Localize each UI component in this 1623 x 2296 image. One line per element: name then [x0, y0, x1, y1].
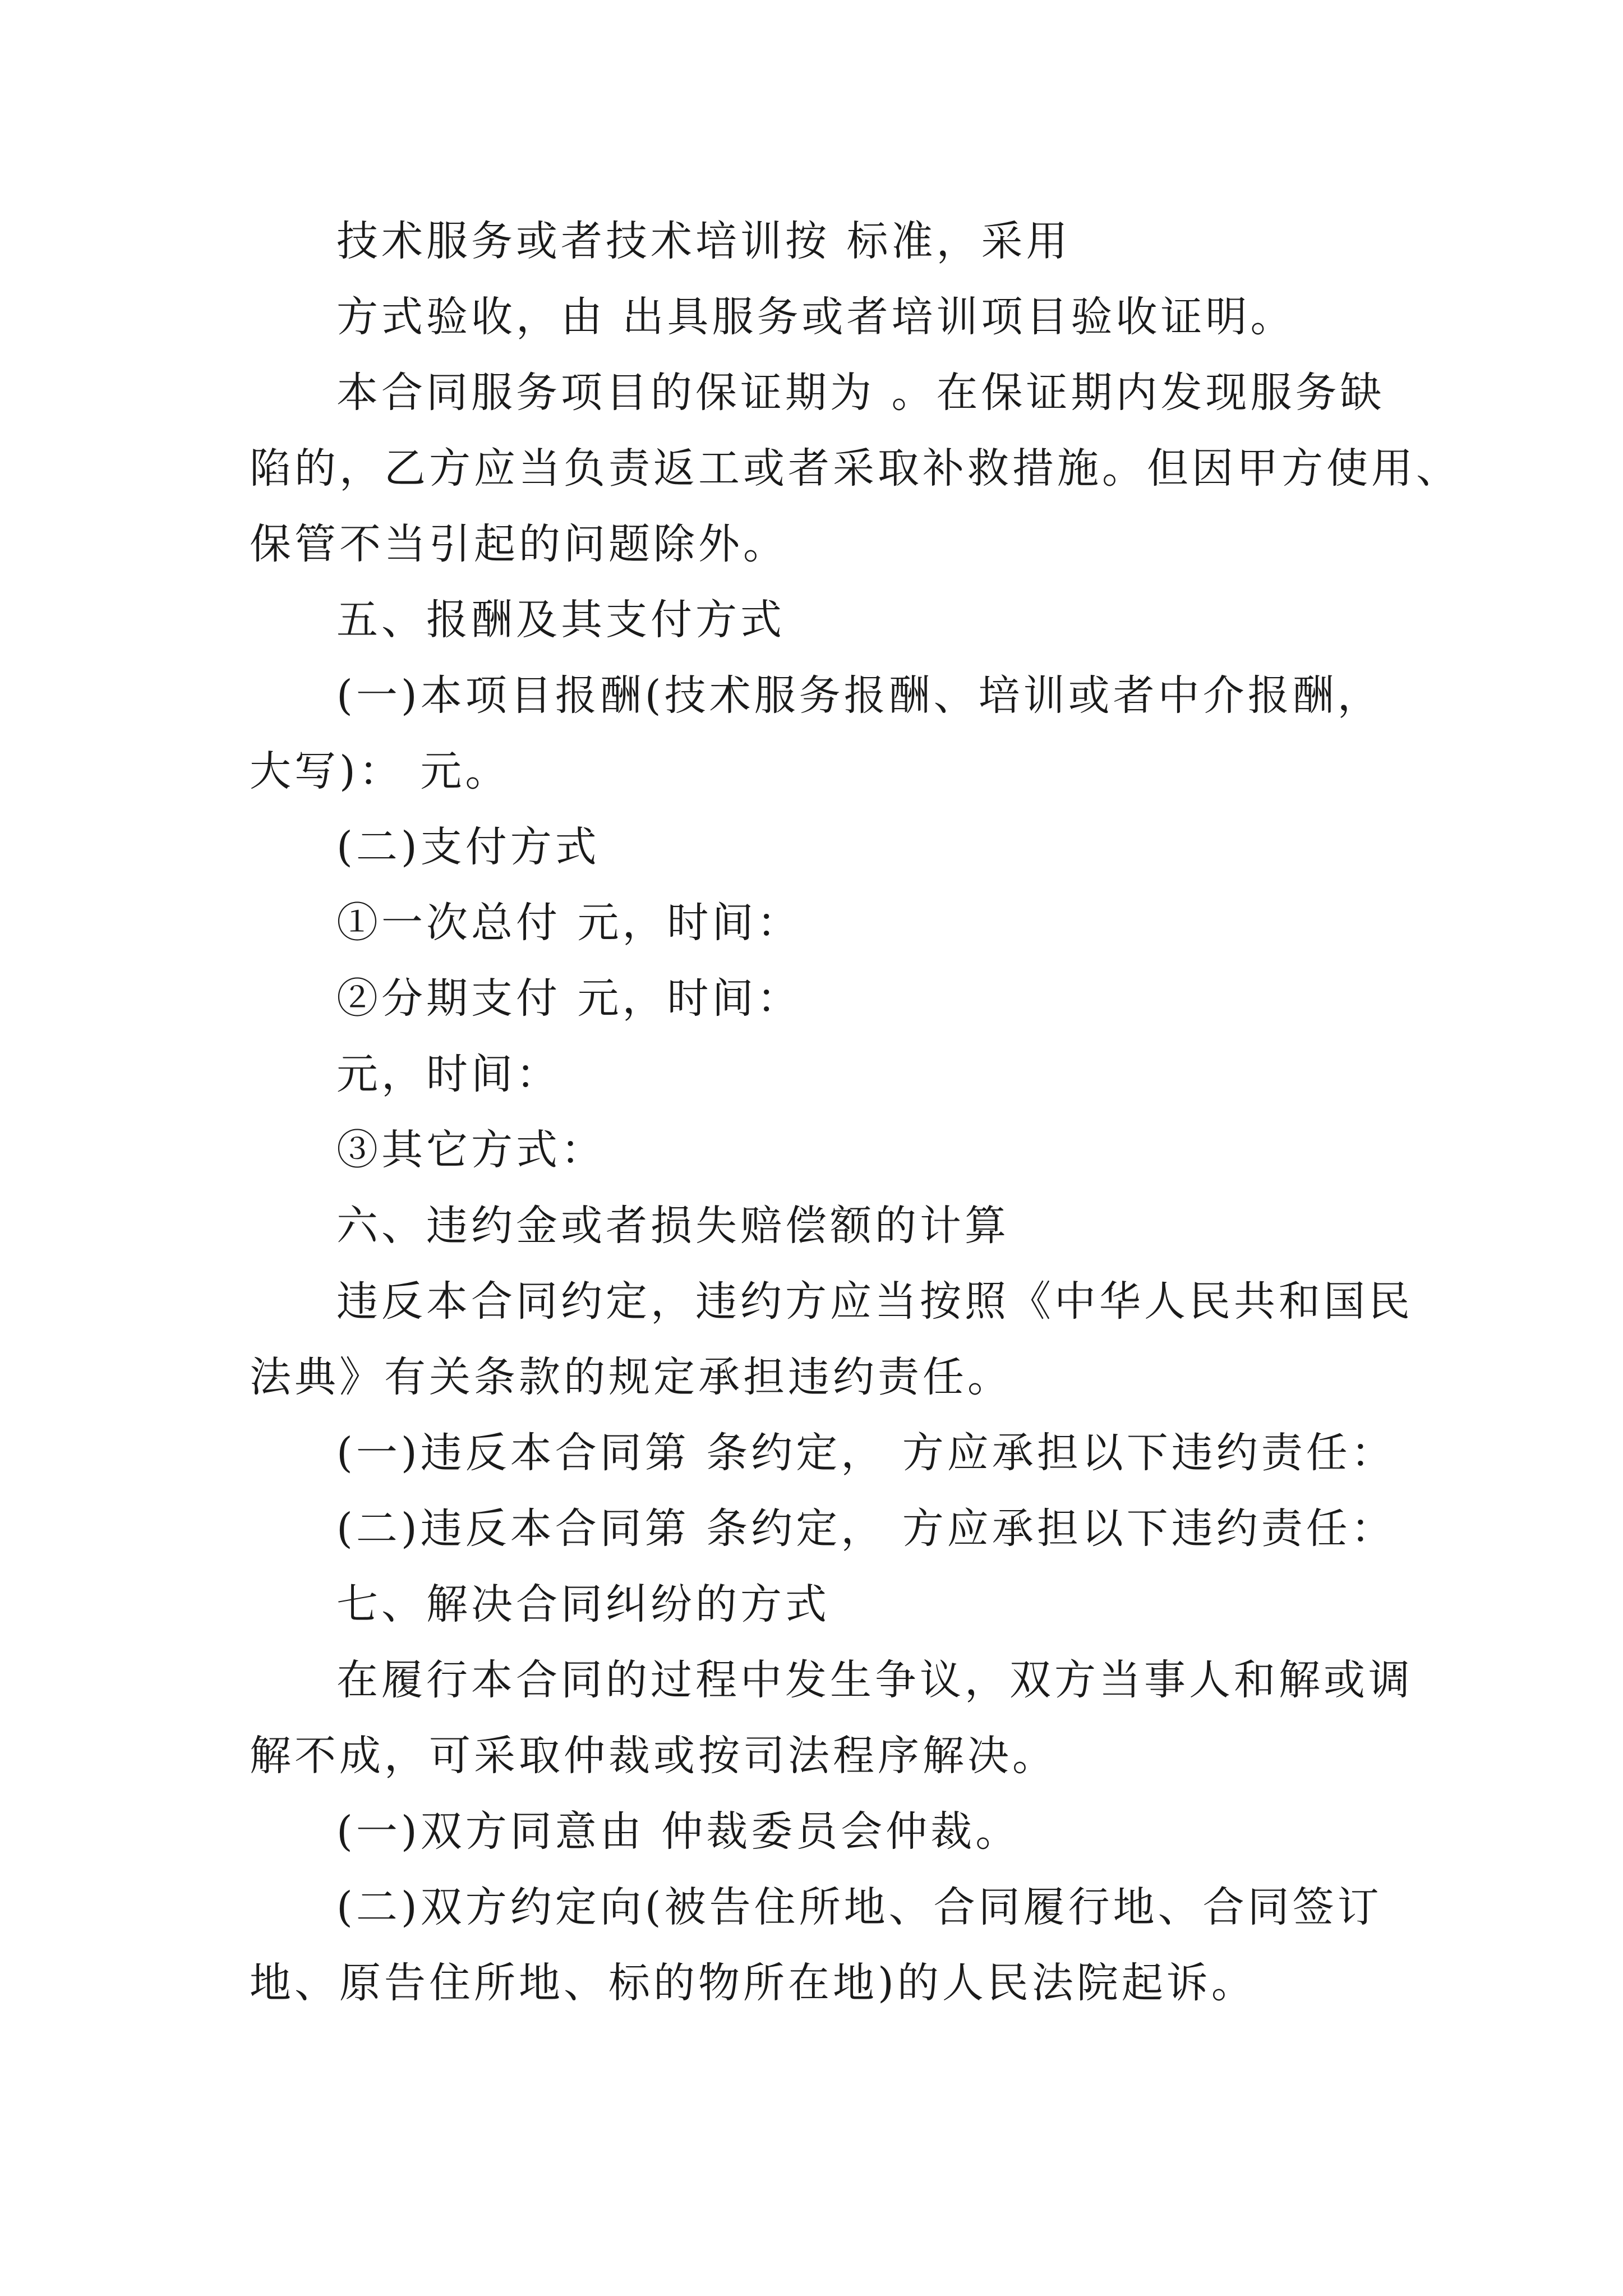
- paragraph-line: 方式验收，由 出具服务或者培训项目验收证明。: [336, 293, 1295, 341]
- paragraph-line: ③其它方式：: [336, 1126, 606, 1174]
- paragraph-line: 违反本合同约定，违约方应当按照《中华人民共和国民: [336, 1277, 1413, 1326]
- paragraph-line: (一)双方同意由 仲裁委员会仲裁。: [336, 1807, 1021, 1856]
- paragraph-line: (一)违反本合同第 条约定， 方应承担以下违约责任：: [336, 1429, 1396, 1477]
- paragraph-line: 解不成，可采取仲裁或按司法程序解决。: [250, 1732, 1057, 1780]
- paragraph-line: ①一次总付 元，时间：: [336, 899, 802, 947]
- paragraph-line: (二)支付方式: [336, 823, 600, 871]
- paragraph-line: 元，时间：: [336, 1050, 561, 1098]
- section-heading: 六、违约金或者损失赔偿额的计算: [336, 1202, 1009, 1250]
- paragraph-line: (二)双方约定向(被告住所地、合同履行地、合同签订: [336, 1883, 1382, 1931]
- paragraph-line: ②分期支付 元，时间：: [336, 974, 802, 1023]
- paragraph-line: 技术服务或者技术培训按 标准，采用: [336, 217, 1071, 265]
- paragraph-line: (一)本项目报酬(技术服务报酬、培训或者中介报酬，: [336, 671, 1382, 720]
- section-heading: 七、解决合同纠纷的方式: [336, 1580, 830, 1628]
- paragraph-line: 法典》有关条款的规定承担违约责任。: [250, 1353, 1012, 1401]
- paragraph-line: 地、原告住所地、标的物所在地)的人民法院起诉。: [250, 1959, 1256, 2007]
- paragraph-line: 大写)： 元。: [250, 747, 510, 795]
- section-heading: 五、报酬及其支付方式: [336, 596, 785, 644]
- paragraph-line: 本合同服务项目的保证期为 。在保证期内发现服务缺: [336, 369, 1385, 417]
- paragraph-line: 在履行本合同的过程中发生争议，双方当事人和解或调: [336, 1656, 1413, 1704]
- paragraph-line: 保管不当引起的问题除外。: [250, 520, 788, 568]
- paragraph-line: (二)违反本合同第 条约定， 方应承担以下违约责任：: [336, 1504, 1396, 1553]
- paragraph-line: 陷的，乙方应当负责返工或者采取补救措施。但因甲方使用、: [250, 444, 1461, 493]
